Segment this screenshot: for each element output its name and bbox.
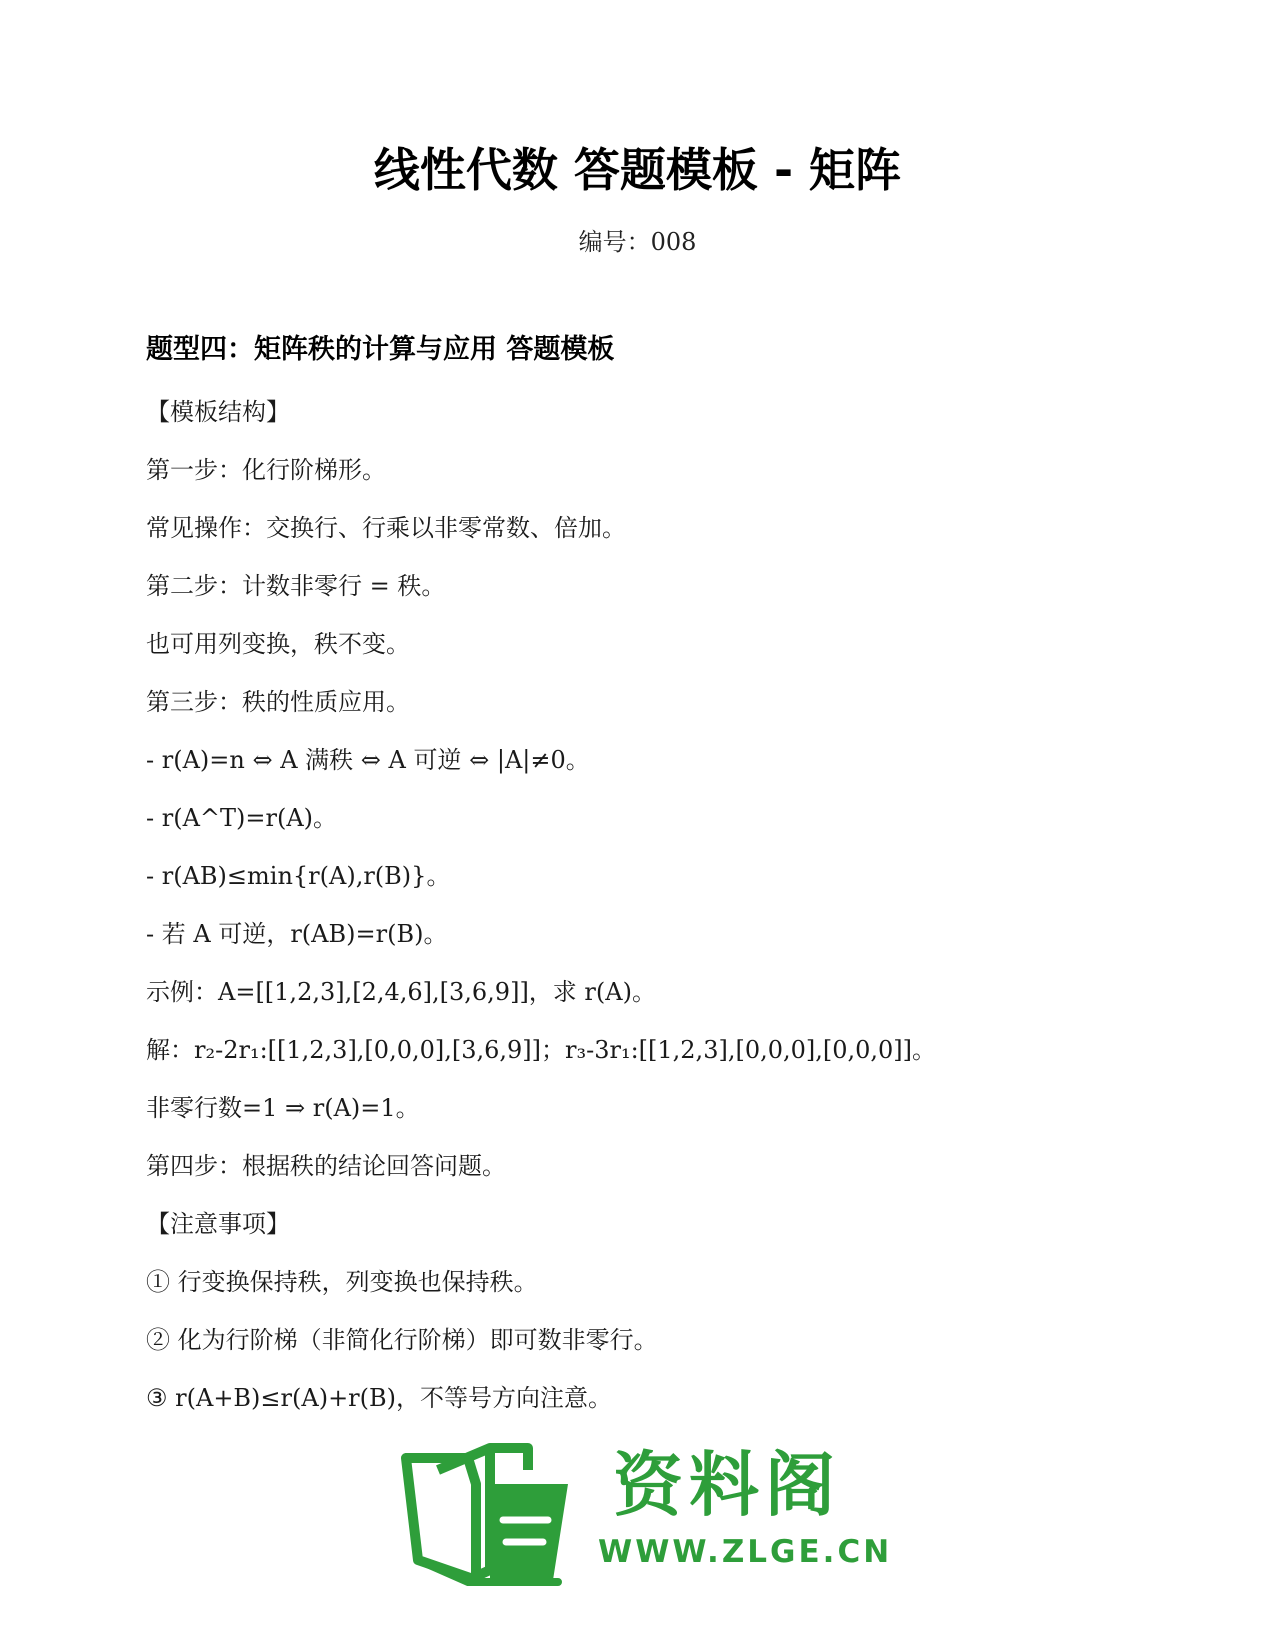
text-line: 第三步：秩的性质应用。 xyxy=(146,688,410,716)
text-line: 解：r₂-2r₁:[[1,2,3],[0,0,0],[3,6,9]]；r₃-3r₁:[[1,2,3],[0,0,0],[0,0,0]]。 xyxy=(146,1036,937,1064)
open-book-icon xyxy=(398,1440,598,1590)
section-heading: 题型四：矩阵秩的计算与应用 答题模板 xyxy=(146,334,615,365)
document-number: 编号：008 xyxy=(578,228,697,256)
site-logo xyxy=(398,1440,893,1590)
text-line: - 若 A 可逆，r(AB)=r(B)。 xyxy=(146,920,448,948)
text-line: ② 化为行阶梯（非简化行阶梯）即可数非零行。 xyxy=(146,1326,658,1354)
text-line: ① 行变换保持秩，列变换也保持秩。 xyxy=(146,1268,538,1296)
text-line: 第二步：计数非零行 = 秩。 xyxy=(146,572,446,600)
page-title: 线性代数 答题模板 - 矩阵 xyxy=(373,143,902,197)
text-line: ③ r(A+B)≤r(A)+r(B)，不等号方向注意。 xyxy=(146,1384,613,1412)
text-line: 也可用列变换，秩不变。 xyxy=(146,630,410,658)
text-line: - r(A)=n ⇔ A 满秩 ⇔ A 可逆 ⇔ |A|≠0。 xyxy=(146,746,590,774)
text-line: 【模板结构】 xyxy=(146,398,290,426)
template-content xyxy=(146,392,1146,1436)
text-line: 【注意事项】 xyxy=(146,1210,290,1238)
logo-name: 资料阁 xyxy=(613,1444,841,1526)
text-line: 示例：A=[[1,2,3],[2,4,6],[3,6,9]]，求 r(A)。 xyxy=(146,978,656,1006)
text-line: 第一步：化行阶梯形。 xyxy=(146,456,386,484)
text-line: 非零行数=1 ⇒ r(A)=1。 xyxy=(146,1094,420,1122)
text-line: 常见操作：交换行、行乘以非零常数、倍加。 xyxy=(146,514,626,542)
text-line: - r(AB)≤min{r(A),r(B)}。 xyxy=(146,862,451,890)
text-line: 第四步：根据秩的结论回答问题。 xyxy=(146,1152,506,1180)
text-line: - r(A^T)=r(A)。 xyxy=(146,804,338,832)
logo-url: WWW.ZLGE.CN xyxy=(598,1534,893,1570)
